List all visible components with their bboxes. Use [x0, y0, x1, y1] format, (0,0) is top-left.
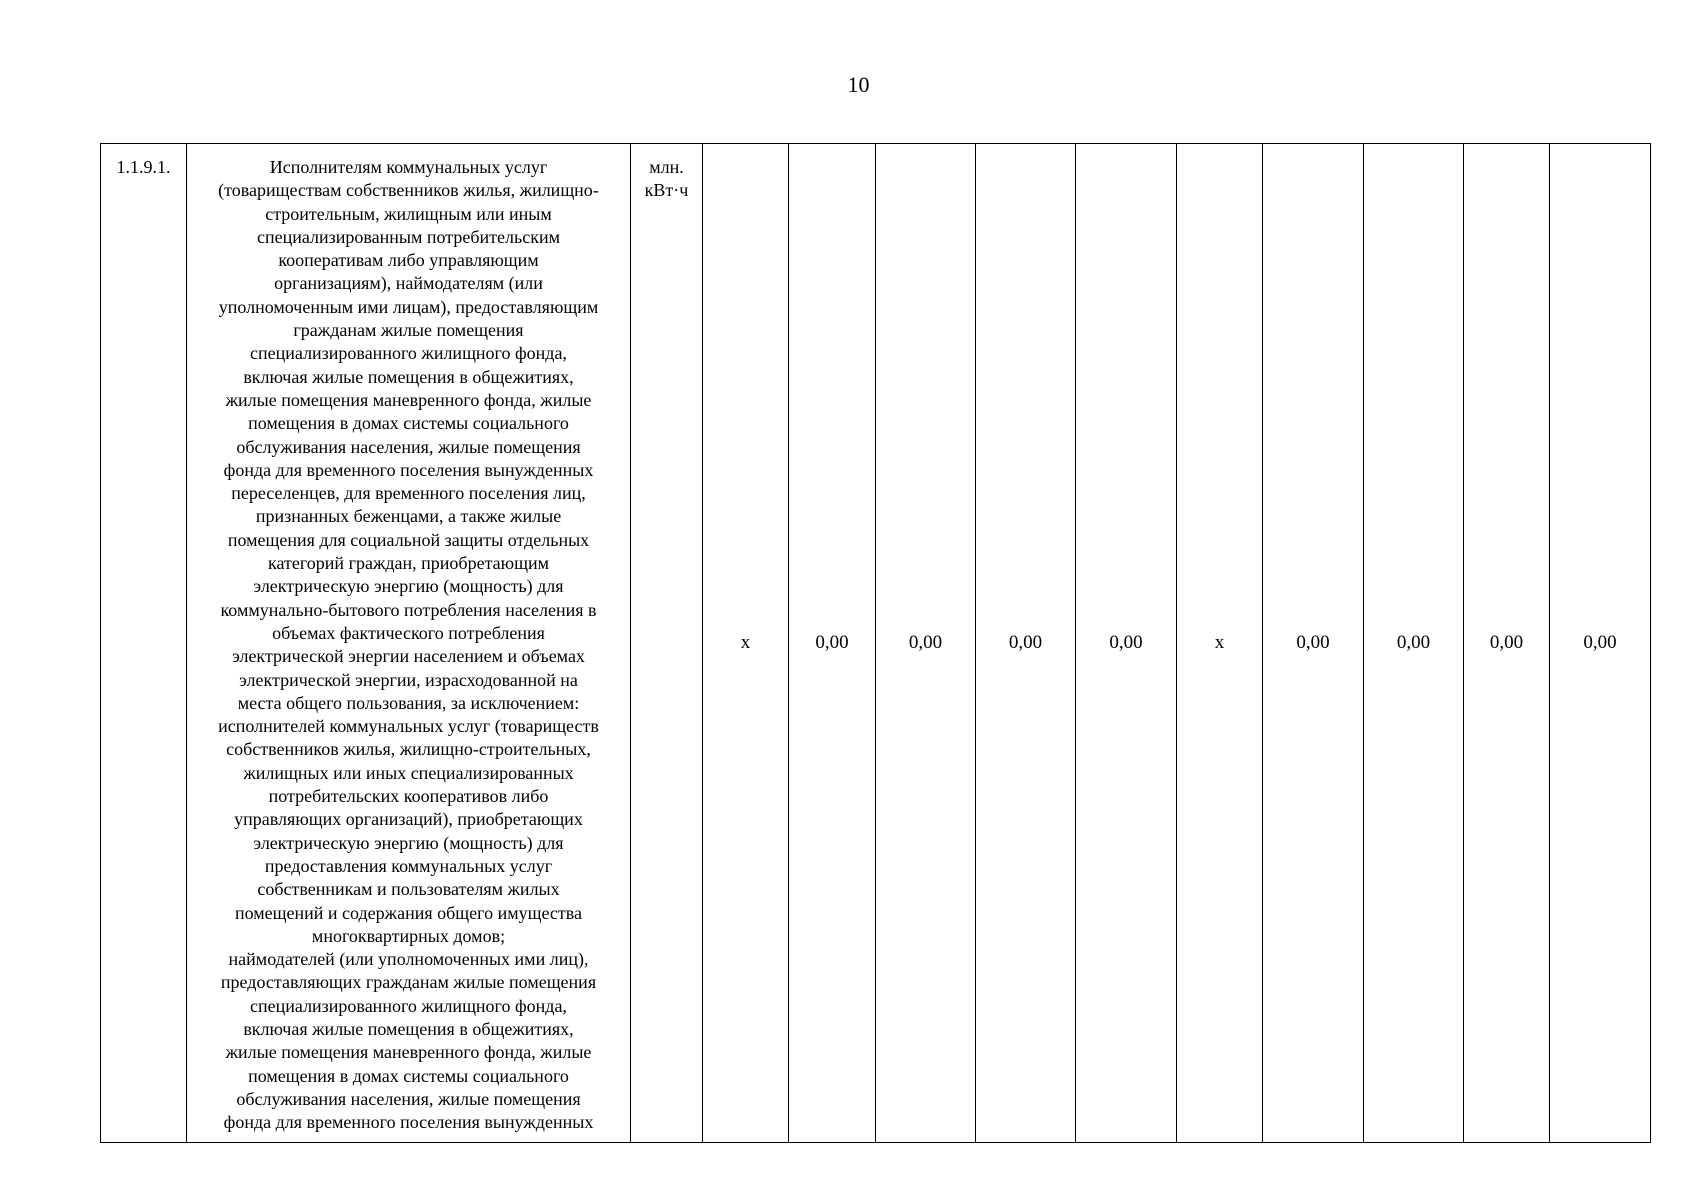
row-unit: млн. кВт·ч [631, 144, 703, 1143]
value-cell-3: 0,00 [876, 144, 976, 1143]
row-description: Исполнителям коммунальных услуг (товариществам собственников жилья, жилищно- строительным, жилищным или иным специализированным потребительским кооперативам либо управляющим организациям), наймодателям (или уполномоченным ими лицам), предоставляющим гражданам жилые помещения специализированного жилищного фонда, включая жилые помещения в общежитиях, жилые помещения маневренного фонда, жилые помещения в домах системы социального обслуживания населения, жилые помещения фонда для временного поселения вынужденных переселенцев, для временного поселения лиц, признанных беженцами, а также жилые помещения для социальной защиты отдельных категорий граждан, приобретающим электрическую энергию (мощность) для коммунально-бытового потребления населения в объемах фактического потребления электрической энергии населением и объемах электрической энергии, израсходованной на места общего пользования, за исключением: исполнителей коммунальных услуг (товариществ собственников жилья, жилищно-строительных, жилищных или иных специализированных потребительских кооперативов либо управляющих организаций), приобретающих электрическую энергию (мощность) для предоставления коммунальных услуг собственникам и пользователям жилых помещений и содержания общего имущества многоквартирных домов; наймодателей (или уполномоченных ими лиц), предоставляющих гражданам жилые помещения специализированного жилищного фонда, включая жилые помещения в общежитиях, жилые помещения маневренного фонда, жилые помещения в домах системы социального обслуживания населения, жилые помещения фонда для временного поселения вынужденных [187, 144, 631, 1143]
page-number: 10 [847, 72, 870, 97]
table-row [101, 144, 1651, 1143]
value-cell-9: 0,00 [1464, 144, 1550, 1143]
value-cell-7: 0,00 [1263, 144, 1364, 1143]
value-cell-8: 0,00 [1364, 144, 1464, 1143]
row-code: 1.1.9.1. [101, 144, 187, 1143]
value-cell-6: х [1177, 144, 1263, 1143]
value-cell-4: 0,00 [976, 144, 1076, 1143]
value-cell-10: 0,00 [1550, 144, 1651, 1143]
value-cell-5: 0,00 [1076, 144, 1177, 1143]
value-cell-2: 0,00 [789, 144, 876, 1143]
value-cell-1: х [703, 144, 789, 1143]
data-table [100, 143, 1651, 1143]
